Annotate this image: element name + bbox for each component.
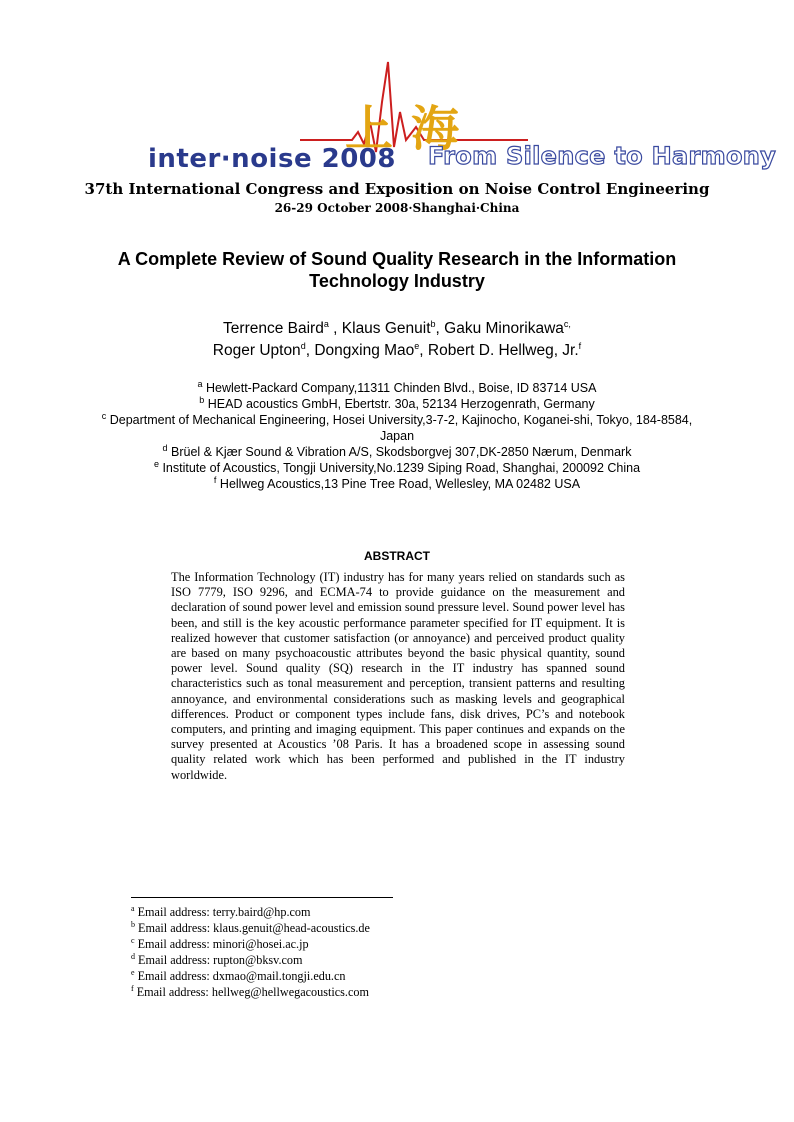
footnote-mark: b xyxy=(131,919,135,929)
author-separator: , xyxy=(435,320,445,337)
author-name: Gaku Minorikawa xyxy=(444,320,564,337)
footnote-list xyxy=(131,904,370,1000)
affiliation-item xyxy=(90,380,704,396)
author-name: Roger Upton xyxy=(212,342,301,359)
paper-title: A Complete Review of Sound Quality Research in the Information Technology Industry xyxy=(117,249,677,291)
footnote-mark: e xyxy=(131,967,135,977)
author-mark: c, xyxy=(563,318,571,329)
author-name: Terrence Baird xyxy=(223,320,324,337)
author-name: Klaus Genuit xyxy=(341,320,431,337)
affiliation-item xyxy=(90,444,704,460)
footnote-text: Email address: klaus.genuit@head-acoustics.de xyxy=(138,921,370,935)
footnote-item xyxy=(131,984,370,1000)
footnote-item xyxy=(131,920,370,936)
footnote-mark: f xyxy=(131,983,134,993)
footnote-text: Email address: hellweg@hellwegacoustics.com xyxy=(136,985,369,999)
author-mark: e xyxy=(414,340,420,351)
footnote-text: Email address: rupton@bksv.com xyxy=(138,953,303,967)
affiliation-item xyxy=(90,476,704,492)
author-separator: , xyxy=(419,342,428,359)
footnote-mark: c xyxy=(131,935,135,945)
congress-name: 37th International Congress and Exposition on Noise Control Engineering xyxy=(84,180,710,198)
affiliation-mark: e xyxy=(153,458,159,469)
affiliation-mark: f xyxy=(213,474,217,485)
author-line-1 xyxy=(80,318,714,340)
author-mark: b xyxy=(430,318,436,329)
author-separator: , xyxy=(328,320,342,337)
footnote-text: Email address: minori@hosei.ac.jp xyxy=(137,937,309,951)
author-name: Robert D. Hellweg, Jr. xyxy=(427,342,579,359)
footnote-mark: d xyxy=(131,951,135,961)
author-list xyxy=(80,318,714,362)
author-separator: , xyxy=(305,342,315,359)
affiliation-item xyxy=(90,412,704,444)
author-mark: f xyxy=(578,340,582,351)
footnote-item xyxy=(131,936,370,952)
footnote-divider xyxy=(131,897,393,898)
shanghai-characters: 上海 xyxy=(345,101,478,157)
footnote-mark: a xyxy=(131,903,135,913)
footnote-item xyxy=(131,968,370,984)
affiliation-text: Hewlett-Packard Company,11311 Chinden Blvd., Boise, ID 83714 USA xyxy=(206,381,597,395)
author-mark: d xyxy=(300,340,306,351)
event-slogan: From Silence to Harmony xyxy=(428,142,777,170)
affiliation-text: Department of Mechanical Engineering, Hosei University,3-7-2, Kajinocho, Koganei-shi, Tokyo, 184-8584, Japan xyxy=(109,413,693,443)
affiliation-mark: c xyxy=(101,410,107,421)
footnote-item xyxy=(131,952,370,968)
author-line-2 xyxy=(80,340,714,362)
event-name: inter·noise 2008 xyxy=(148,144,396,174)
affiliation-item xyxy=(90,460,704,476)
author-name: Dongxing Mao xyxy=(314,342,415,359)
affiliation-mark: a xyxy=(197,378,203,389)
affiliation-text: Brüel & Kjær Sound & Vibration A/S, Skodsborgvej 307,DK-2850 Nærum, Denmark xyxy=(171,445,632,459)
abstract-body: The Information Technology (IT) industry has for many years relied on standards such as ISO 7779, ISO 9296, and ECMA-74 to provide guidance on the measurement and declaration of sound power level and emission sound pressure level. Sound power level has been, and still is the key acoustic performance parameter specified for IT equipment. It is realized however that customer satisfaction (or annoyance) and perceived product quality are based on many psychoacoustic attributes beyond the basic physical quantity, sound power level. Sound quality (SQ) research in the IT industry has spanned sound characteristics such as tonal measurement and perception, transient patterns and resulting annoyance, and environmental considerations such as masking levels and geographical differences. Product or component types include fans, disk drives, PC’s and notebook computers, and printing and imaging equipment. This paper continues and expands on the survey presented at Acoustics ’08 Paris. It has a broadened scope in assessing sound quality related work which has been performed and published in the IT industry worldwide. xyxy=(171,570,625,782)
affiliation-text: Hellweg Acoustics,13 Pine Tree Road, Wellesley, MA 02482 USA xyxy=(219,477,581,491)
author-mark: a xyxy=(323,318,329,329)
affiliation-mark: b xyxy=(199,394,205,405)
footnote-item xyxy=(131,904,370,920)
affiliation-mark: d xyxy=(162,442,168,453)
conference-logo xyxy=(140,52,777,182)
footnote-text: Email address: terry.baird@hp.com xyxy=(137,905,311,919)
affiliation-text: HEAD acoustics GmbH, Ebertstr. 30a, 52134 Herzogenrath, Germany xyxy=(207,397,595,411)
affiliation-list xyxy=(90,380,704,492)
affiliation-text: Institute of Acoustics, Tongji University,No.1239 Siping Road, Shanghai, 200092 China xyxy=(162,461,641,475)
abstract-heading: ABSTRACT xyxy=(364,549,430,563)
congress-dates: 26-29 October 2008·Shanghai·China xyxy=(274,201,520,215)
affiliation-item xyxy=(90,396,704,412)
footnote-text: Email address: dxmao@mail.tongji.edu.cn xyxy=(137,969,346,983)
